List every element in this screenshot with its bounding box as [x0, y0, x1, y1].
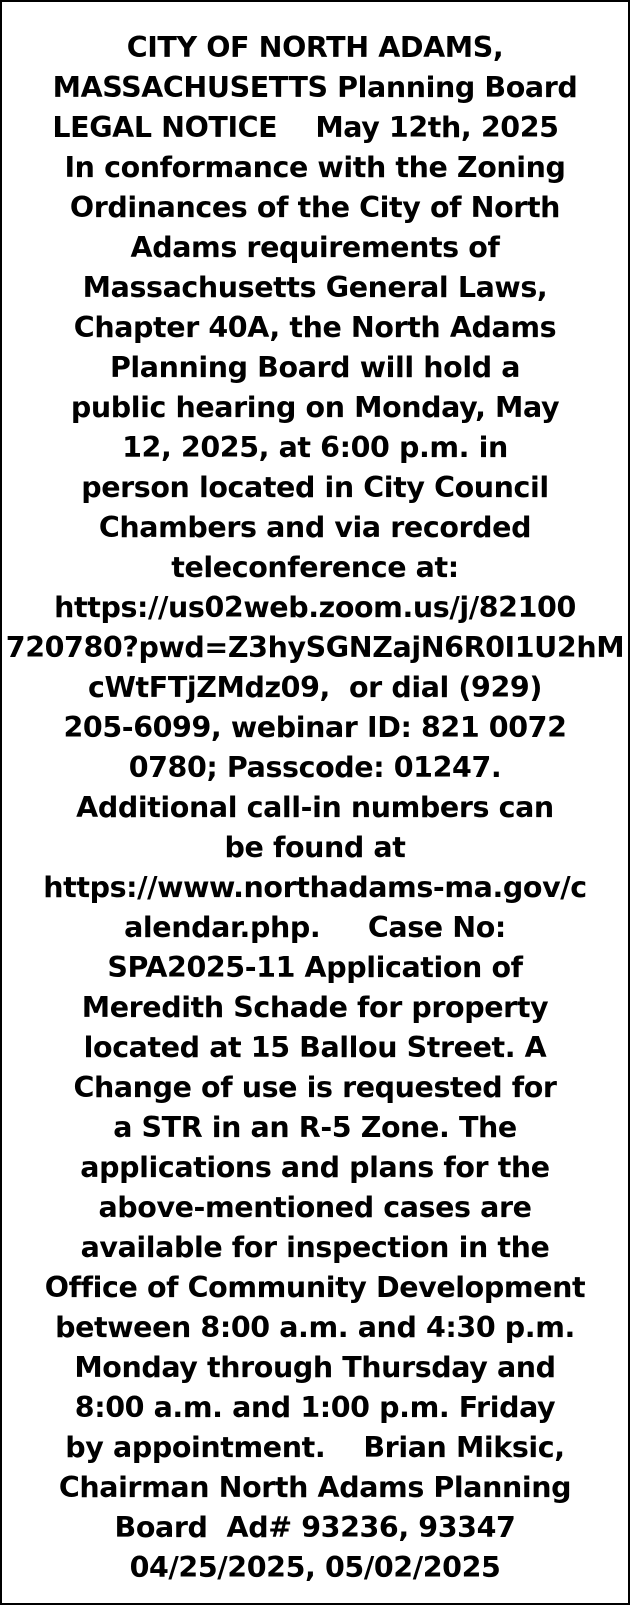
notice-line: Massachusetts General Laws,	[82, 271, 548, 304]
notice-line: Adams requirements of	[130, 231, 500, 264]
zoom-link-line[interactable]: 720780?pwd=Z3hySGNZajN6R0I1U2hM	[5, 631, 625, 664]
notice-line: MASSACHUSETTS Planning Board	[52, 71, 578, 104]
zoom-link-line[interactable]: https://us02web.zoom.us/j/82100	[54, 591, 576, 624]
notice-line: public hearing on Monday, May	[70, 391, 560, 424]
notice-line: Planning Board will hold a	[109, 351, 521, 384]
notice-body	[2, 28, 628, 1588]
notice-line: above-mentioned cases are	[98, 1191, 532, 1224]
notice-line: 8:00 a.m. and 1:00 p.m. Friday	[74, 1391, 556, 1424]
notice-line: Chapter 40A, the North Adams	[73, 311, 557, 344]
notice-line: Meredith Schade for property	[81, 991, 549, 1024]
notice-line: 205-6099, webinar ID: 821 0072	[63, 711, 567, 744]
notice-line: Board Ad# 93236, 93347	[114, 1511, 516, 1544]
notice-line: teleconference at:	[171, 551, 459, 584]
notice-line: be found at	[224, 831, 406, 864]
notice-line: 04/25/2025, 05/02/2025	[129, 1551, 501, 1584]
notice-line: applications and plans for the	[80, 1151, 550, 1184]
notice-line: by appointment. Brian Miksic,	[65, 1431, 565, 1464]
notice-line: Ordinances of the City of North	[69, 191, 561, 224]
notice-line: Change of use is requested for	[73, 1071, 557, 1104]
notice-line: Additional call-in numbers can	[76, 791, 554, 824]
notice-line: person located in City Council	[81, 471, 549, 504]
notice-line: cWtFTjZMdz09, or dial (929)	[88, 671, 542, 704]
notice-line: Chairman North Adams Planning	[58, 1471, 572, 1504]
notice-line: available for inspection in the	[80, 1231, 550, 1264]
notice-line: 0780; Passcode: 01247.	[128, 751, 502, 784]
notice-line: SPA2025-11 Application of	[107, 951, 523, 984]
notice-line: a STR in an R-5 Zone. The	[113, 1111, 517, 1144]
notice-line: CITY OF NORTH ADAMS,	[126, 31, 504, 64]
notice-line: alendar.php. Case No:	[124, 911, 506, 944]
notice-line: Chambers and via recorded	[98, 511, 532, 544]
notice-line: Monday through Thursday and	[74, 1351, 556, 1384]
calendar-link-line[interactable]: https://www.northadams-ma.gov/c	[43, 871, 587, 904]
notice-line: 12, 2025, at 6:00 p.m. in	[122, 431, 508, 464]
notice-line: LEGAL NOTICE May 12th, 2025	[52, 111, 578, 144]
notice-line: Office of Community Development	[44, 1271, 586, 1304]
notice-line: between 8:00 a.m. and 4:30 p.m.	[55, 1311, 575, 1344]
notice-line: In conformance with the Zoning	[64, 151, 566, 184]
notice-line: located at 15 Ballou Street. A	[83, 1031, 547, 1064]
